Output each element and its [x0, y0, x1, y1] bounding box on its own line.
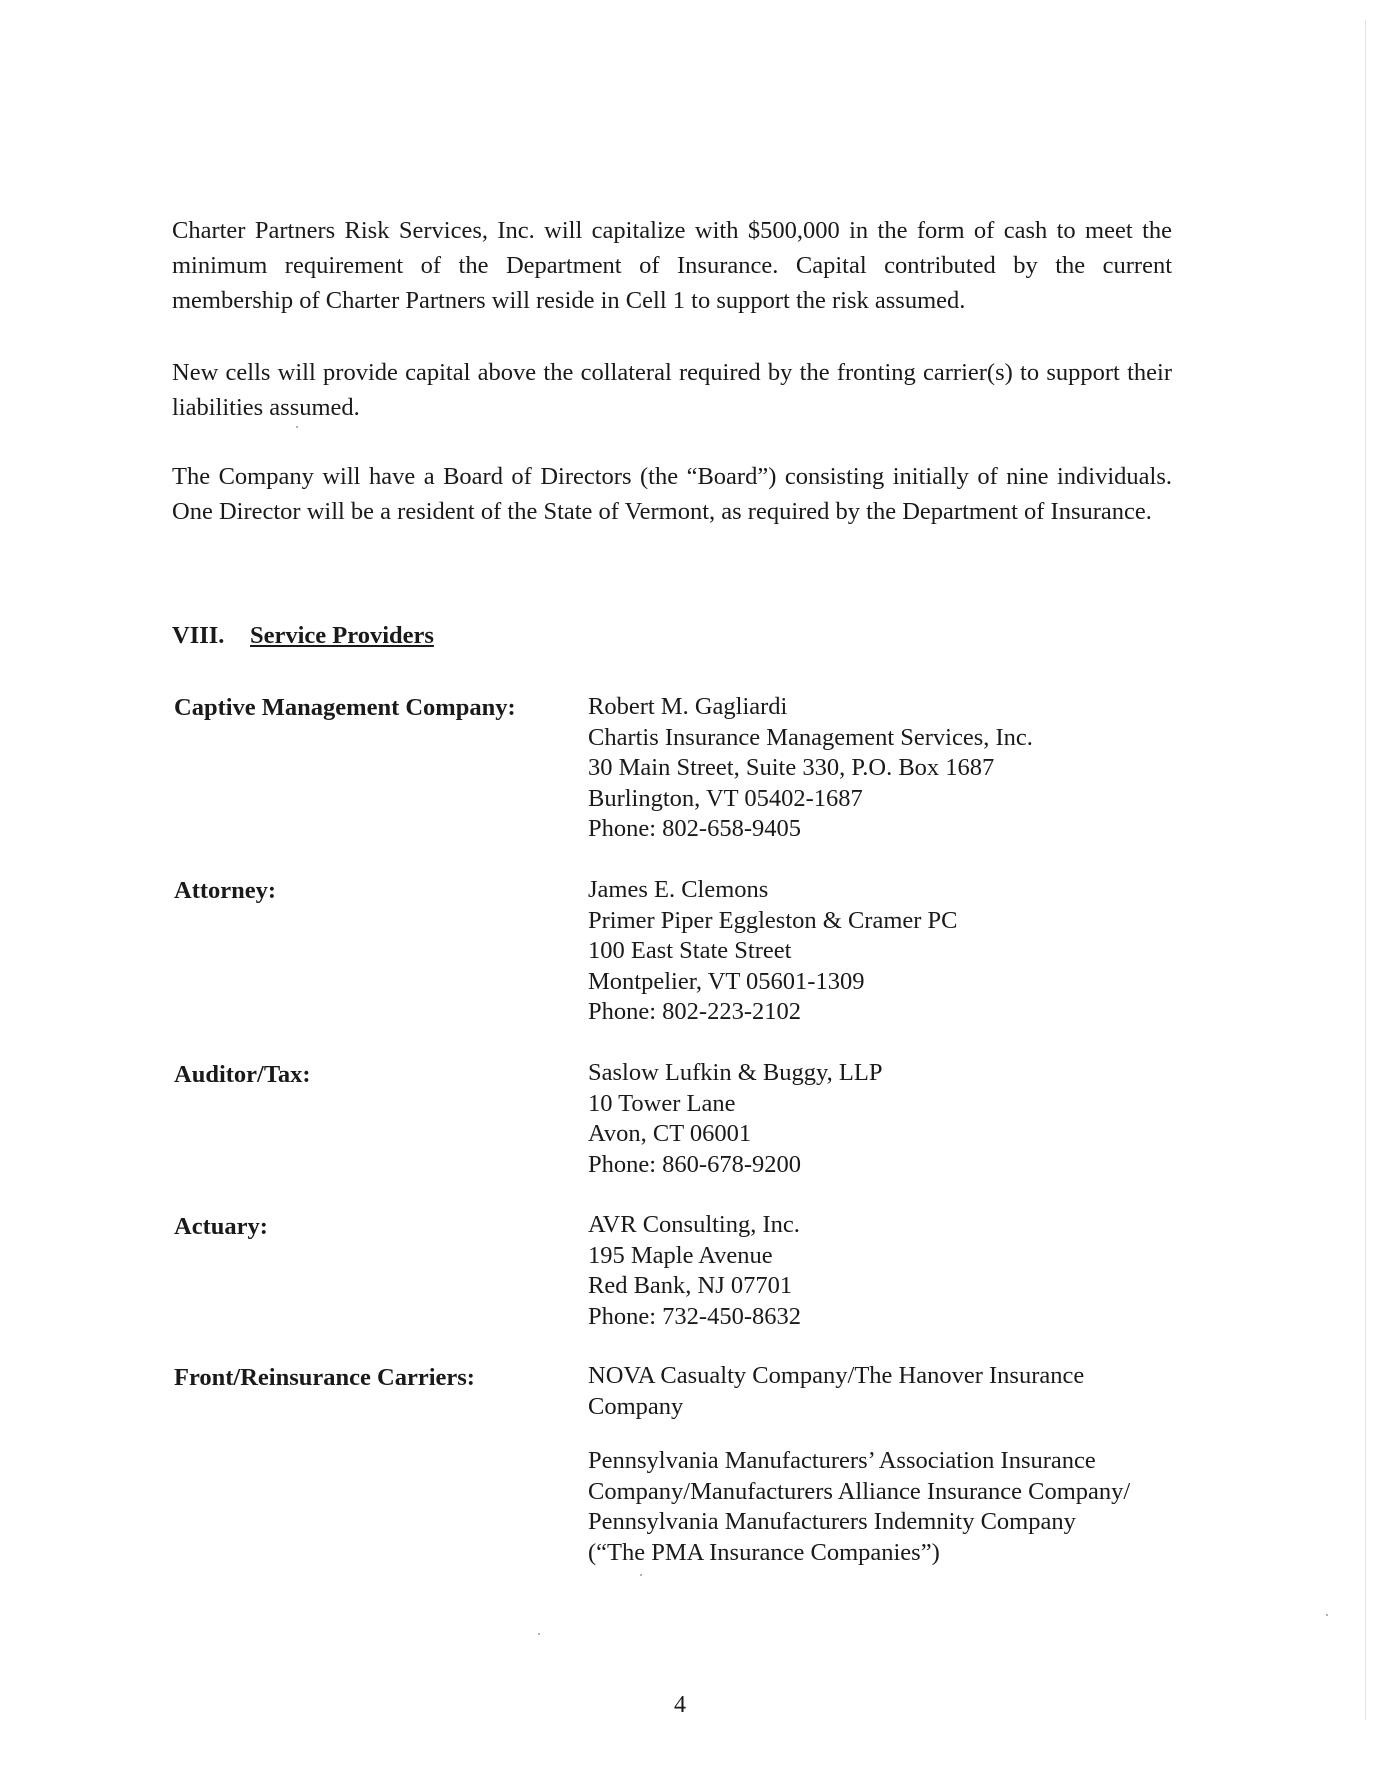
scan-speck — [538, 1633, 540, 1635]
provider-line: Montpelier, VT 05601-1309 — [588, 967, 865, 995]
provider-line: (“The PMA Insurance Companies”) — [588, 1538, 940, 1566]
page-edge — [1365, 20, 1366, 1720]
section-number: VIII. — [172, 622, 225, 649]
provider-line: AVR Consulting, Inc. — [588, 1211, 800, 1238]
provider-line: 10 Tower Lane — [588, 1089, 736, 1117]
provider-line: Phone: 802-223-2102 — [588, 998, 801, 1025]
provider-label-auditor-tax: Auditor/Tax: — [174, 1061, 311, 1088]
provider-label-front-reinsurance: Front/Reinsurance Carriers: — [174, 1364, 475, 1391]
provider-details-actuary — [588, 1210, 1188, 1332]
provider-line: Phone: 732-450-8632 — [588, 1302, 801, 1330]
provider-line: Saslow Lufkin & Buggy, LLP — [588, 1059, 883, 1086]
provider-line: 195 Maple Avenue — [588, 1241, 773, 1269]
provider-line: Avon, CT 06001 — [588, 1120, 752, 1147]
scan-speck — [640, 1574, 642, 1576]
provider-line: Phone: 802-658-9405 — [588, 815, 801, 842]
provider-line: Pennsylvania Manufacturers Indemnity Company — [588, 1508, 1076, 1535]
provider-label-attorney: Attorney: — [174, 877, 277, 904]
paragraph-new-cells: New cells will provide capital above the collateral required by the fronting carrier(s) to support their liabilities assumed. — [172, 359, 1172, 421]
section-heading — [172, 622, 434, 650]
paragraph-board: The Company will have a Board of Directors (the “Board”) consisting initially of nine individuals. One Director will be a resident of the State of Vermont, as required by the Department of Insurance. — [172, 463, 1172, 525]
provider-line: 30 Main Street, Suite 330, P.O. Box 1687 — [588, 754, 995, 781]
provider-label-actuary: Actuary: — [174, 1213, 268, 1240]
provider-details-auditor-tax — [588, 1058, 1188, 1180]
scan-speck — [296, 426, 298, 428]
provider-details-captive-management — [588, 692, 1188, 845]
provider-line: NOVA Casualty Company/The Hanover Insurance — [588, 1362, 1085, 1389]
provider-line: Phone: 860-678-9200 — [588, 1150, 801, 1178]
paragraph-capitalization: Charter Partners Risk Services, Inc. will capitalize with $500,000 in the form of cash to meet the minimum requirement of the Department of Insurance. Capital contributed by the current membership of Charter Partners will reside in Cell 1 to support the risk assumed. — [172, 217, 1172, 314]
provider-line: Company/Manufacturers Alliance Insurance Company/ — [588, 1477, 1131, 1505]
provider-gap — [588, 1422, 1188, 1446]
provider-line: Robert M. Gagliardi — [588, 693, 788, 720]
scan-speck — [1326, 1614, 1328, 1616]
provider-line: James E. Clemons — [588, 876, 769, 903]
provider-line: Company — [588, 1392, 684, 1420]
provider-line: Red Bank, NJ 07701 — [588, 1272, 793, 1299]
provider-details-front-reinsurance — [588, 1361, 1188, 1568]
provider-line: Primer Piper Eggleston & Cramer PC — [588, 906, 958, 934]
page-number: 4 — [674, 1692, 686, 1718]
provider-line: Chartis Insurance Management Services, Inc. — [588, 723, 1033, 751]
provider-line: Burlington, VT 05402-1687 — [588, 784, 863, 812]
provider-line: Pennsylvania Manufacturers’ Association Insurance — [588, 1447, 1096, 1474]
provider-line: 100 East State Street — [588, 937, 792, 964]
provider-details-attorney — [588, 875, 1188, 1028]
provider-label-captive-management: Captive Management Company: — [174, 694, 516, 721]
section-title: Service Providers — [250, 622, 434, 649]
